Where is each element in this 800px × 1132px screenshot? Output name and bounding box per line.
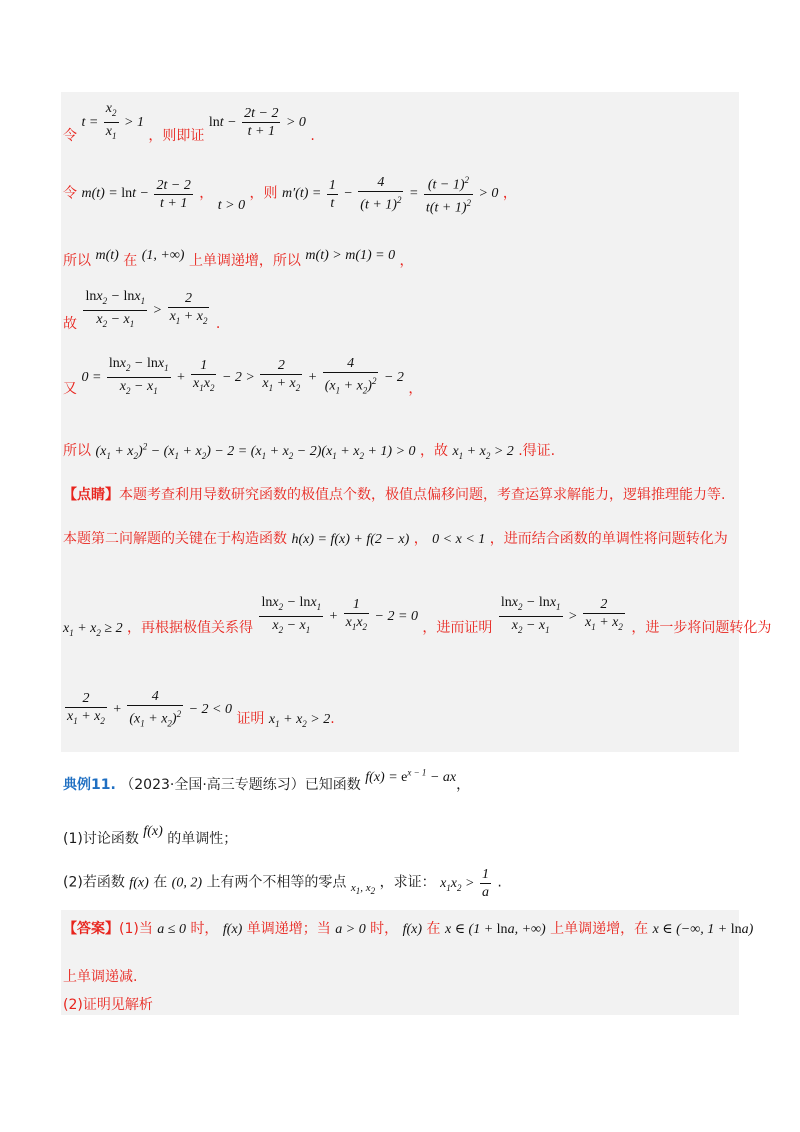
proof-line-1: 令 t = $\frac{x_2}{x_1}$ > 1 ，则即证 lnt − $\frac{2t - 2}{t + 1}$ > 0 .: [63, 101, 315, 144]
proof-line-3: 所以 m(t) 在 (1, +∞) 上单调递增，所以 m(t) > m(1) = 0 ，: [63, 248, 414, 269]
dianjing-line-2: 本题第二问解题的关键在于构造函数 h(x) = f(x) + f(2 − x) ， 0 < x < 1 ，进而结合函数的单调性将问题转化为: [63, 531, 728, 547]
question-2: (2)若函数 f(x) 在 (0, 2) 上有两个不相等的零点 $_{x_1, x_2}$ ，求证： $x_1x_2$ > $\frac{1}{a}$ .: [63, 867, 502, 900]
dianjing-line-3: $x_1 + x_2 \ge 2$ ，再根据极值关系得 $\frac{\ln x_2 - \ln x_1}{x_2 - x_1}$ + $\frac{1}{x_1x_2}$ − 2 = 0 ，进而证明 $\frac{\ln x_2 - \ln x_1}{x_2 - x_1}$ > $\frac{2}{x_1 + x_2}$ ，进一步将问题转化为: [63, 595, 772, 638]
formula-m-deriv: m′(t) = $\frac{1}{t}$ − $\frac{4}{(t + 1)^2}$ = $\frac{(t - 1)^2}{t(t + 1)^2}$ > 0: [282, 186, 498, 201]
dianjing-line-1: 【点睛】本题考查利用导数研究函数的极值点个数，极值点偏移问题，考查运算求解能力，逻辑推理能力等.: [63, 487, 726, 503]
answer-line-3: (2)证明见解析: [63, 997, 153, 1013]
proof-line-4: 故 $\frac{\ln x_2 - \ln x_1}{x_2 - x_1}$ > $\frac{2}{x_1 + x_2}$ .: [63, 289, 221, 332]
answer-bracket: 【答案】: [63, 921, 119, 937]
dianjing-bracket: 【点睛】: [63, 487, 119, 503]
proof-line-2: 令 m(t) = lnt − $\frac{2t - 2}{t + 1}$ ， t > 0 ，则 m′(t) = $\frac{1}{t}$ − $\frac{4}{(t + 1)^2}$ = $\frac{(t - 1)^2}{t(t + 1)^2}$ > 0 ，: [63, 172, 517, 216]
example-header: 典例11. （2023·全国·高三专题练习）已知函数 $f(x) = e^{x - 1}$ − ax，: [63, 767, 471, 793]
dianjing-line-4: $\frac{2}{x_1 + x_2}$ + $\frac{4}{(x_1 + x_2)^2}$ − 2 < 0 证明 $x_1 + x_2 > 2$.: [67, 689, 335, 730]
answer-line-2: 上单调递减.: [63, 969, 138, 985]
formula-t-pos: t > 0: [217, 198, 246, 214]
question-1: (1)讨论函数 f(x) 的单调性；: [63, 824, 238, 847]
formula-m-def: m(t) = lnt − $\frac{2t - 2}{t + 1}$: [81, 177, 191, 211]
formula-zero-ineq: 0 = $\frac{\ln x_2 - \ln x_1}{x_2 - x_1}$ + $\frac{1}{x_1x_2}$ − 2 > $\frac{2}{x_1 + x_2}$ + $\frac{4}{(x_1 + x_2)^2}$ − 2: [81, 356, 404, 396]
proof-line-6: 所以 $(x_1 + x_2)^2 - (x_1 + x_2) - 2 = (x_1 + x_2 - 2)(x_1 + x_2 + 1) > 0$ ，故 $x_1 + x_2 > 2$ .得证.: [63, 441, 556, 461]
formula-ln-ineq: lnt − $\frac{2t - 2}{t + 1}$ > 0: [208, 105, 306, 139]
formula-t-def: t = $\frac{x_2}{x_1}$ > 1: [81, 101, 144, 141]
proof-line-5: 又 0 = $\frac{\ln x_2 - \ln x_1}{x_2 - x_1}$ + $\frac{1}{x_1x_2}$ − 2 > $\frac{2}{x_1 + x_2}$ + $\frac{4}{(x_1 + x_2)^2}$ − 2 ，: [63, 356, 423, 397]
formula-conclusion: $\frac{\ln x_2 - \ln x_1}{x_2 - x_1}$ > $\frac{2}{x_1 + x_2}$: [85, 289, 208, 329]
example-label: 典例11.: [63, 777, 116, 793]
answer-line-1: 【答案】(1)当 a ≤ 0 时， f(x) 单调递增；当 a > 0 时， f(x) 在 x ∈ (1 + lna, +∞) 上单调递增，在 x ∈ (−∞, 1 + lna): [63, 921, 754, 937]
